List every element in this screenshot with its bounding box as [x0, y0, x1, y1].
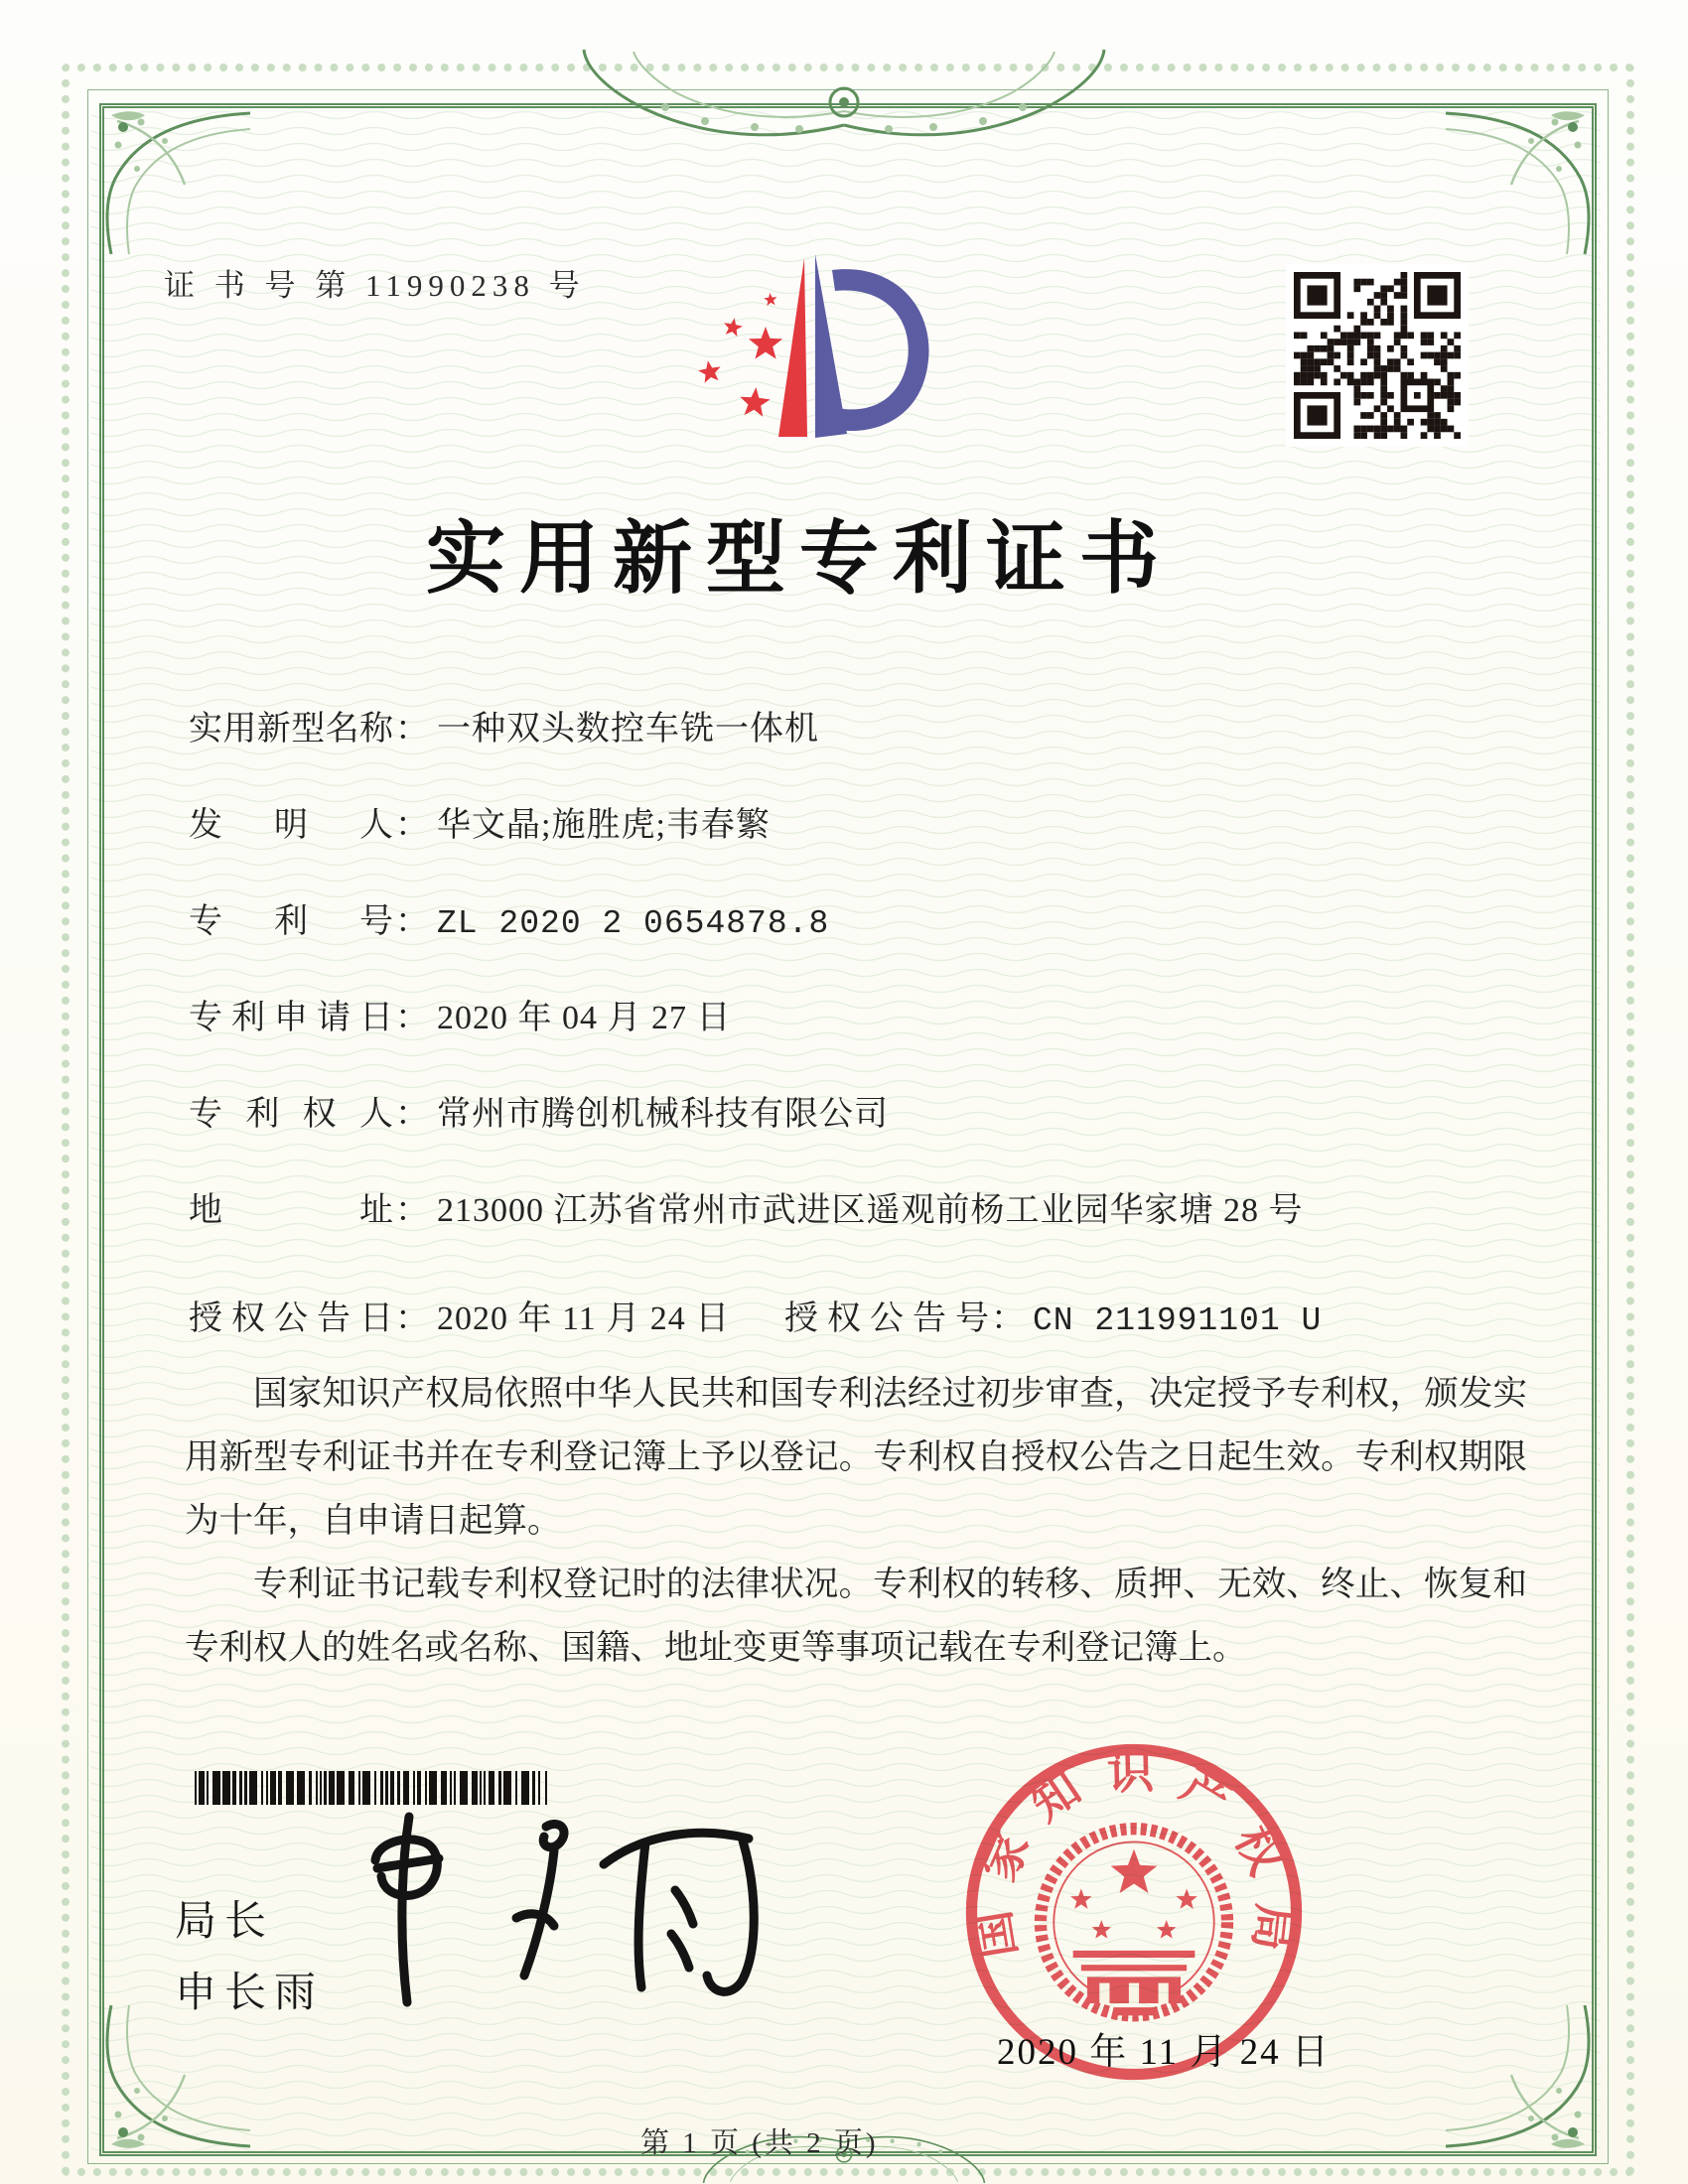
field-row-patent-number [189, 893, 1539, 942]
director-signature [348, 1799, 784, 2017]
field-label: 授权公告号 [784, 1300, 989, 1337]
certificate-number: 证 书 号 第 11990238 号 [164, 268, 586, 303]
page-title: 实用新型专利证书 [426, 516, 1173, 604]
field-grant-number [784, 1291, 1322, 1339]
top-center-flourish [526, 48, 1162, 147]
field-value: 一种双头数控车铣一体机 [437, 711, 819, 748]
director-title: 局长 [175, 1897, 275, 1944]
field-row-patentee [189, 1086, 1539, 1135]
field-colon: ： [395, 807, 429, 844]
field-value: 213000 江苏省常州市武进区遥观前杨工业园华家塘 28 号 [437, 1192, 1304, 1229]
field-label: 专利申请日 [189, 1000, 393, 1036]
field-value: ZL 2020 2 0654878.8 [437, 905, 830, 942]
field-colon: ： [395, 711, 429, 748]
corner-flourish-top-right [1444, 107, 1593, 256]
director-name: 申长雨 [175, 1969, 325, 2015]
legal-paragraph-1: 国家知识产权局依照中华人民共和国专利法经过初步审查，决定授予专利权，颁发实用新型专利证书并在专利登记簿上予以登记。专利权自授权公告之日起生效。专利权期限为十年，自申请日起算。 [185, 1375, 1527, 1540]
field-label: 专利权人 [189, 1096, 393, 1133]
field-colon: ： [991, 1300, 1025, 1337]
field-colon: ： [395, 1096, 429, 1133]
field-row-name [189, 701, 1539, 750]
field-colon: ： [395, 1300, 429, 1337]
logo-red-wedge [778, 258, 807, 437]
corner-flourish-bottom-right [1444, 2003, 1593, 2152]
page-footer: 第 1 页 (共 2 页) [640, 2127, 879, 2159]
field-label: 专利号 [189, 903, 393, 940]
field-value: CN 211991101 U [1033, 1302, 1323, 1339]
field-label: 发明人 [189, 807, 393, 844]
field-colon: ： [395, 903, 429, 940]
legal-paragraph-2: 专利证书记载专利权登记时的法律状况。专利权的转移、质押、无效、终止、恢复和专利权人的姓名或名称、国籍、地址变更等事项记载在专利登记簿上。 [185, 1566, 1527, 1667]
seal-ring-text: 国家知识产权局 [967, 1746, 1301, 1962]
logo-stars [698, 293, 782, 417]
field-label: 地址 [189, 1192, 393, 1229]
field-value: 2020 年 04 月 27 日 [437, 1000, 732, 1036]
logo-p-bowl [832, 269, 929, 431]
field-label: 授权公告日 [189, 1300, 393, 1337]
corner-flourish-top-left [103, 107, 252, 256]
field-row-inventor [189, 797, 1539, 846]
cnipa-logo-icon [635, 218, 953, 467]
legal-text [185, 1362, 1527, 1680]
corner-flourish-bottom-left [103, 2003, 252, 2152]
field-row-filing-date [189, 990, 1539, 1038]
national-emblem [1041, 1829, 1227, 2015]
qr-code [1286, 264, 1469, 447]
field-colon: ： [395, 1192, 429, 1229]
field-row-address [189, 1182, 1539, 1231]
field-value: 华文晶;施胜虎;韦春繁 [437, 807, 771, 844]
field-row-grant [189, 1291, 1539, 1339]
field-value: 2020 年 11 月 24 日 [437, 1300, 731, 1337]
field-label: 实用新型名称 [189, 711, 393, 748]
field-value: 常州市腾创机械科技有限公司 [437, 1096, 889, 1133]
seal-date: 2020 年 11 月 24 日 [997, 2032, 1331, 2073]
field-colon: ： [395, 1000, 429, 1036]
